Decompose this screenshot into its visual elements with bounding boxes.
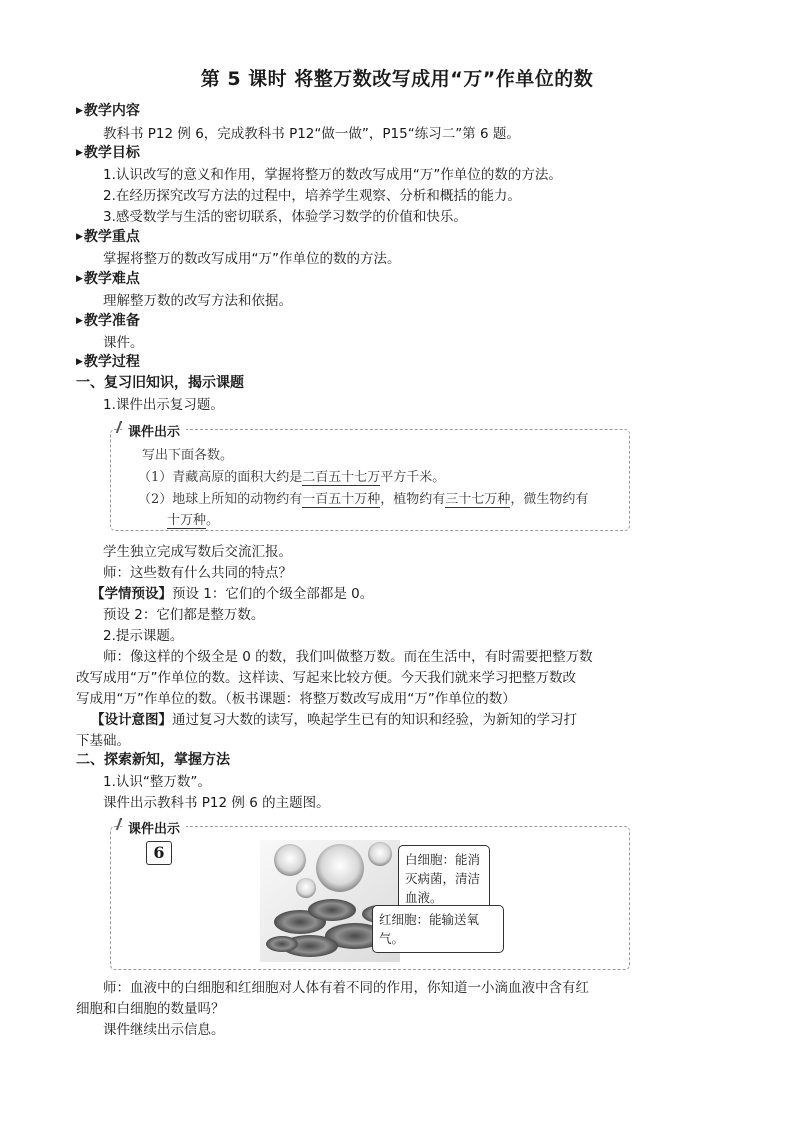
example-number-badge: 6 — [146, 841, 172, 865]
last-line: 课件继续出示信息。 — [103, 1022, 225, 1038]
page-title: 第 5 课时 将整万数改写成用“万”作单位的数 — [200, 68, 594, 90]
triangle-bullet-icon: ▶ — [76, 232, 83, 242]
part2-heading: 二、探索新知，掌握方法 — [76, 752, 230, 768]
review-question-2-cont: 十万种。 — [167, 513, 220, 528]
para-line: 师：像这样的个级全是 0 的数，我们叫做整万数。而在生活中，有时需要把整万数 — [103, 649, 593, 665]
preset-1: 【学情预设】预设 1：它们的个级全部都是 0。 — [91, 586, 374, 602]
red-cell-bubble: 红细胞：能输送氧气。 — [372, 905, 504, 953]
section-heading-prep: ▶教学准备 — [76, 313, 140, 329]
goal-item: 1.认识改写的意义和作用，掌握将整万的数改写成用“万”作单位的数的方法。 — [103, 167, 562, 183]
para-line: 写成用“万”作单位的数。（板书课题：将整万数改写成用“万”作单位的数） — [76, 691, 516, 707]
review-intro: 写出下面各数。 — [142, 448, 234, 463]
courseware-label: 课件出示 — [122, 818, 186, 837]
triangle-bullet-icon: ▶ — [76, 148, 83, 158]
part2-step1: 1.认识“整万数”。 — [103, 774, 211, 790]
triangle-bullet-icon: ▶ — [76, 316, 83, 326]
design-intent: 【设计意图】通过复习大数的读写，唤起学生已有的知识和经验，为新知的学习打 — [91, 712, 577, 728]
question-line: 师：血液中的白细胞和红细胞对人体有着不同的作用，你知道一小滴血液中含有红 — [103, 980, 589, 996]
content-text: 教科书 P12 例 6，完成教科书 P12“做一做”，P15“练习二”第 6 题。 — [103, 126, 520, 142]
body-line: 学生独立完成写数后交流汇报。 — [103, 544, 292, 560]
answer-blank: 一百五十万种 — [302, 492, 381, 507]
part2-step1-text: 课件出示教科书 P12 例 6 的主题图。 — [103, 795, 330, 811]
answer-blank: 三十七万种 — [445, 492, 511, 507]
question-line: 细胞和白细胞的数量吗？ — [76, 1001, 225, 1017]
difficult-text: 理解整万数的改写方法和依据。 — [103, 293, 292, 309]
goal-item: 2.在经历探究改写方法的过程中，培养学生观察、分析和概括的能力。 — [103, 188, 521, 204]
part1-step2: 2.提示课题。 — [103, 628, 184, 644]
answer-blank: 十万种 — [167, 513, 207, 528]
triangle-bullet-icon: ▶ — [76, 274, 83, 284]
para-line: 改写成用“万”作单位的数。这样读、写起来比较方便。今天我们就来学习把整万数改 — [76, 670, 576, 686]
white-cell-bubble: 白细胞：能消灭病菌，清洁血液。 — [398, 845, 490, 912]
section-heading-key: ▶教学重点 — [76, 229, 140, 245]
section-heading-goals: ▶教学目标 — [76, 145, 140, 161]
section-heading-difficult: ▶教学难点 — [76, 271, 140, 287]
part1-heading: 一、复习旧知识，揭示课题 — [76, 375, 244, 391]
goal-item: 3.感受数学与生活的密切联系，体验学习数学的价值和快乐。 — [103, 209, 467, 225]
part1-step1: 1.课件出示复习题。 — [103, 397, 224, 413]
body-line: 师：这些数有什么共同的特点？ — [103, 565, 292, 581]
preset-2: 预设 2：它们都是整万数。 — [103, 607, 265, 623]
review-question-2: （2）地球上所知的动物约有一百五十万种，植物约有三十七万种，微生物约有 — [138, 492, 589, 507]
prep-text: 课件。 — [103, 335, 144, 351]
design-intent-cont: 下基础。 — [76, 733, 130, 749]
section-heading-content: ▶教学内容 — [76, 103, 140, 119]
courseware-label: 课件出示 — [122, 421, 186, 440]
section-heading-process: ▶教学过程 — [76, 354, 140, 370]
key-text: 掌握将整万的数改写成用“万”作单位的数的方法。 — [103, 251, 401, 267]
triangle-bullet-icon: ▶ — [76, 357, 83, 367]
review-question-1: （1）青藏高原的面积大约是二百五十七万平方千米。 — [138, 470, 446, 485]
answer-blank: 二百五十七万 — [302, 470, 381, 485]
triangle-bullet-icon: ▶ — [76, 106, 83, 116]
